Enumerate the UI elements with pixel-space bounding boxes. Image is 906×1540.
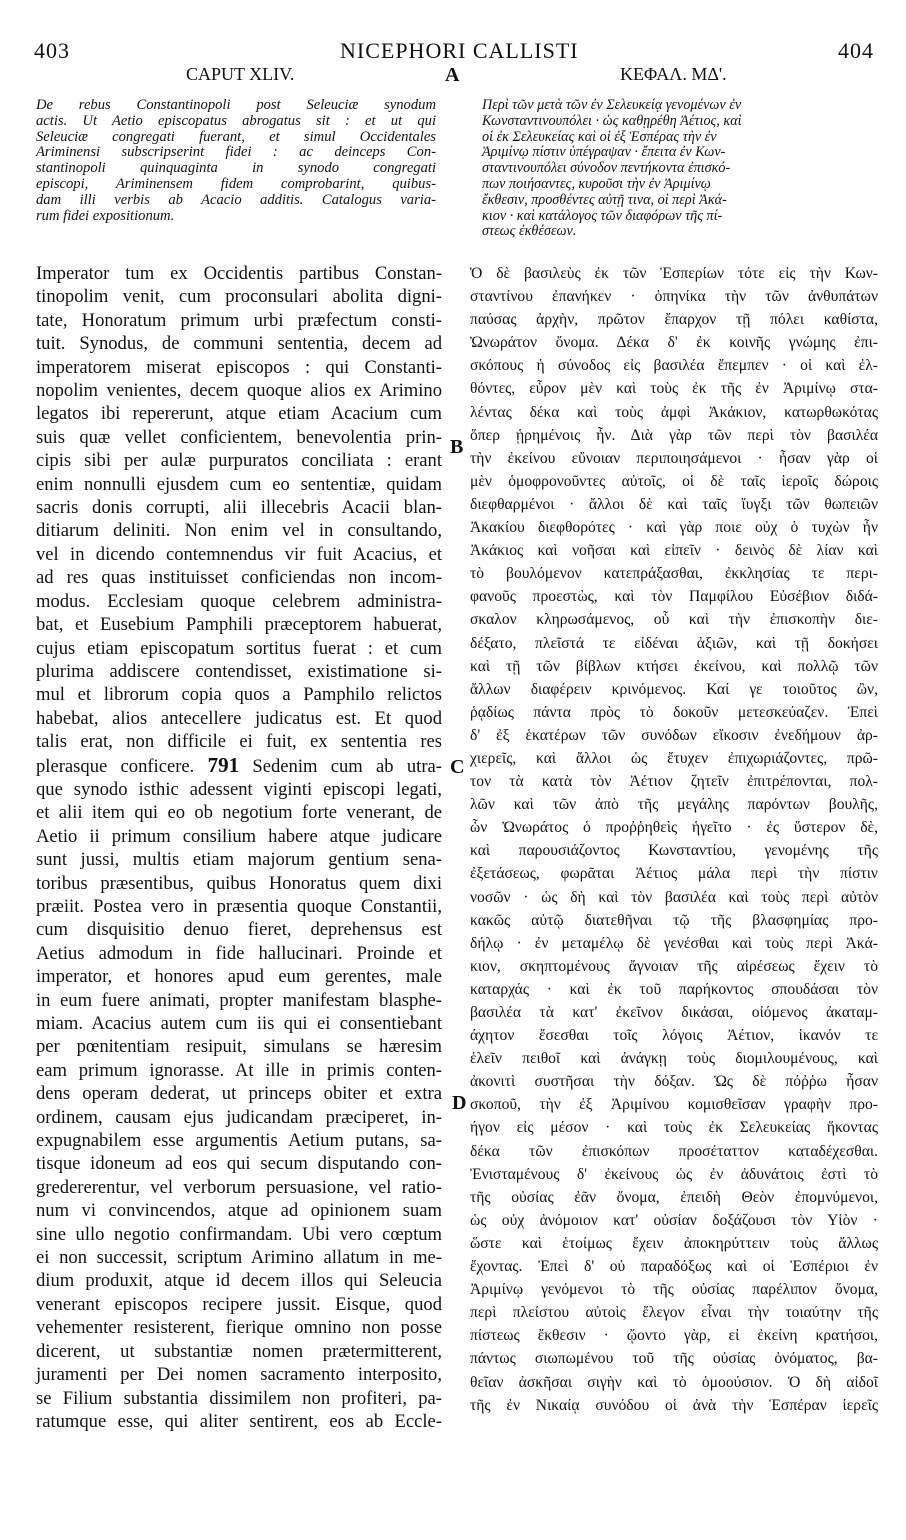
latin-line: cipis sibi per aulæ purpuratos conciliata : erant <box>36 450 442 472</box>
latin-summary-line: rum fidei expositionum. <box>36 207 175 224</box>
latin-line: Aetio ii primum consilium habere atque judicare <box>36 825 442 847</box>
greek-line: ἑλεῖν πειθοῖ καὶ ἀνάγκῃ τοὺς διομιλουμένους, καὶ <box>470 1050 878 1068</box>
greek-line: Ἀκάκιος καὶ νοῆσαι καὶ εἰπεῖν · δεινὸς δὲ λίαν καὶ <box>470 542 878 560</box>
latin-summary-line: stantinopoli quinquaginta in synodo congregati <box>36 160 436 177</box>
margin-letter-c: C <box>450 756 465 778</box>
latin-line: sine ullo negotio confirmandam. Ubi vero cœptum <box>36 1223 442 1245</box>
margin-letter-a: A <box>445 64 460 86</box>
running-title: NICEPHORI CALLISTI <box>340 38 579 63</box>
latin-line: vel in dicendo contemnendus vir fuit Acacius, et <box>36 543 442 565</box>
latin-line: vehementer resisterent, fierique omnino non posse <box>36 1317 442 1339</box>
latin-summary-line: dam illi verbis ab Acacio additis. Catalogus varia- <box>36 191 436 208</box>
greek-column <box>470 262 878 1417</box>
latin-line: tate, Honoratum primum urbi præfectum consti- <box>36 309 442 331</box>
latin-line: præiit. Postea vero in præsentia quoque Constantii, <box>36 895 442 917</box>
greek-line: τον τὰ κατὰ τὸν Ἀέτιον ζητεῖν ἐπιτρέπονται, πολ- <box>470 773 878 791</box>
greek-line: σταντίνου ἐπανήκεν · ὁπηνίκα τὴν τῶν ἀνθυπάτων <box>470 288 878 306</box>
latin-line: venerant episcopos recipere jussit. Eisque, quod <box>36 1293 442 1315</box>
greek-line: καταρχάς · καὶ ἐκ τοῦ παρήκοντος σπουδάσαι τὸν <box>470 980 878 998</box>
latin-line: eam primum ignorasse. At ille in primis conten- <box>36 1059 442 1081</box>
latin-line: sacris donis corrupti, alii illecebris Acacii blan- <box>36 497 442 519</box>
latin-line: juramenti per Dei nomen sacramento interposito, <box>36 1364 442 1386</box>
latin-summary-line: Ariminensi subscripserint fidei : ac deinceps Con- <box>36 144 436 161</box>
column-number: 791 <box>207 752 240 777</box>
greek-line: ῥᾳδίως πάντα πρὸς τὸ δοκοῦν μετεσκεύαζεν. Ἐπεὶ <box>470 703 878 721</box>
latin-line: expugnabilem esse argumentis Aetium putans, sa- <box>36 1130 442 1152</box>
greek-line: ἀκονιτὶ συστῆσαι τὴν δόξαν. Ὡς δὲ πόῤῥω ἦσαν <box>470 1073 878 1091</box>
greek-summary-line: οἱ ἐκ Σελευκείας καὶ οἱ ἐξ Ἑσπέρας τὴν ἐν <box>482 128 717 145</box>
greek-line: νοσῶν · ὡς δὴ καὶ τὸν βασιλέα καὶ τοὺς περὶ αὐτὸν <box>470 888 878 906</box>
latin-line: dium produxit, atque id decem illos qui Seleucia <box>36 1270 442 1292</box>
latin-line: Imperator tum ex Occidentis partibus Constan- <box>36 263 442 284</box>
greek-line: τῆς ἐν Νικαίᾳ συνόδου οἱ ἀνὰ τὴν Ἑσπέραν ἱερεῖς <box>470 1396 878 1414</box>
greek-line: πίστεως ἔκθεσιν · ᾤοντο γὰρ, εἰ ἐκείνη κρατήσοι, <box>470 1327 878 1345</box>
greek-line: κιον, σκηπτομένους ἄγνοιαν τῆς αἱρέσεως ἔχειν τὸ <box>470 957 878 975</box>
greek-line: πάντως σιωπωμένου τοῦ τῆς οὐσίας ὀνόματος, βα- <box>470 1350 878 1368</box>
latin-line-text: plerasque conficere. <box>36 755 195 777</box>
greek-line: Ἐνισταμένους δ' ἐκείνους ὡς ἐν ἀδυνάτοις ἐστὶ τὸ <box>470 1165 878 1183</box>
latin-line: et alii item qui eo ob negotium forte venerant, de <box>36 802 442 824</box>
latin-line: gredererentur, vel verborum persuasione, vel ratio- <box>36 1176 442 1198</box>
latin-line: in eum fuere animati, propter manifestam blasphe- <box>36 989 442 1011</box>
greek-line: ήγον εἰς μέσον · καὶ τοὺς ἐκ Σελευκείας ἥκοντας <box>470 1119 878 1137</box>
latin-line: Aetius admodum in fide hallucinari. Proinde et <box>36 942 442 964</box>
greek-line: τὸ βουλόμενον κατεπράξασθαι, ἐκκλησίας τε περι- <box>470 565 878 583</box>
greek-summary-line: Ἀριμίνῳ πίστιν ὑπέγραψαν · ἔπειτα ἐν Κων- <box>482 144 726 161</box>
latin-line: miam. Acacius autem cum iis qui ei consentiebant <box>36 1013 442 1034</box>
latin-summary-line: Seleuciæ congregati fuerant, et simul Occidentales <box>36 128 436 145</box>
greek-line: σκοποῦ, τὴν ἐξ Ἀριμίνου κομισθεῖσαν γραφὴν προ- <box>470 1096 878 1114</box>
latin-line: cujus etiam episcopatum sortitus fuerat : et cum <box>36 637 442 659</box>
greek-summary-line: πων ποιήσαντες, κυροῦσι τὴν ἐν Ἀριμίνῳ <box>482 175 711 192</box>
greek-line: λέντας δέκα καὶ τοὺς ἀμφὶ Ἀκάκιον, κατωρθωκότας <box>470 403 878 421</box>
latin-line: mul et librorum copia quos a Pamphilo relictos <box>36 684 442 706</box>
greek-line: τὴν ἐκείνου εὔνοιαν περιποιησάμενοι · ἦσαν γὰρ οἱ <box>470 449 878 467</box>
greek-line: χιερεῖς, καὶ ἄλλοι ὡς ἔτυχεν ἐπιχωριάζοντες, πρῶ- <box>470 749 878 767</box>
latin-line: tinopolim venit, cum proconsulari abolita digni- <box>36 286 442 308</box>
latin-line: imperator, et honores apud eum gerentes, male <box>36 966 442 988</box>
latin-line <box>36 754 442 778</box>
latin-line: bat, et Eusebium Pamphili præceptorem habuerat, <box>36 614 442 636</box>
greek-line: Ἀκακίου διεφθορότες · καὶ γὰρ ποιε οὐχ ὁ τυχὼν ἦν <box>470 519 878 537</box>
latin-line: dens operam dederat, ut princeps obiter et extra <box>36 1083 442 1105</box>
latin-chapter-title: CAPUT XLIV. <box>186 64 295 84</box>
greek-summary-line: σταντινουπόλει σύνοδον πεντήκοντα ἐπισκό- <box>482 160 731 177</box>
latin-line: plurima addiscere contendisset, existimatione si- <box>36 660 442 682</box>
latin-line: ordinem, causam ejus judicandam præciperet, in- <box>36 1106 442 1128</box>
latin-line: ratumque esse, qui aliter sentirent, eos ab Eccle- <box>36 1410 442 1432</box>
latin-line: sunt jussi, multis etiam majorum gentium sena- <box>36 849 442 871</box>
greek-summary-line: ἔκθεσιν, προσθέντες αὐτῇ τινα, οἱ περὶ Ἀκά- <box>482 191 727 208</box>
greek-line: καὶ τῇ τῶν βίβλων κτήσει ἐκείνου, καὶ πολλῷ τῶν <box>470 657 878 675</box>
greek-line: περὶ πλείστου αὐτοὶς ἔλεγον εἶναι τὴν τοιαύτην τῆς <box>470 1304 878 1322</box>
latin-line: enim nonnulli ejusdem cum eo sententiæ, quidam <box>36 473 442 495</box>
latin-line: ei non successit, scriptum Arimino allatum in me- <box>36 1247 442 1269</box>
greek-summary-line: Κωνσταντινουπόλει · ὡς καθῃρέθη Ἀέτιος, καὶ <box>482 112 742 129</box>
greek-line: δ' ἐξ ἑκατέρων τῶν συνόδων εἴκοσιν ἐνεδήμουν ἀρ- <box>470 726 878 744</box>
greek-summary-line: κιον · καὶ κατάλογος τῶν διαφόρων τῆς πί- <box>482 207 723 224</box>
latin-summary-line: De rebus Constantinopoli post Seleuciæ synodum <box>36 97 436 113</box>
latin-line: talis erat, non difficile ei fuit, ex sententia res <box>36 731 442 753</box>
greek-summary-line: Περὶ τῶν μετὰ τῶν ἐν Σελευκείᾳ γενομένων ἐν <box>482 97 742 113</box>
greek-line: ἐξετάσεως, φωρᾶται Ἀέτιος μάλα περὶ τὴν πίστιν <box>470 865 878 883</box>
latin-line: legatos ibi repererunt, atque etiam Acacium cum <box>36 403 442 425</box>
margin-letter-d: D <box>452 1092 467 1114</box>
greek-line: Ὠνωράτον ὄνομα. Δέκα δ' ἐκ κοινῆς γνώμης ἐπι- <box>470 334 878 352</box>
greek-line: ὧν Ὠνωράτος ὁ προῤῥηθεὶς ἡγεῖτο · ἐς ὕστερον δὲ, <box>470 819 878 837</box>
latin-line: cum disquisitio denuo fieret, deprehensus est <box>36 919 442 941</box>
greek-line: ὡς οὐχ ἀνόμοιον κατ' οὐσίαν δοξάζουσι τὸν Υἱὸν · <box>470 1211 878 1229</box>
greek-line: άχητον ἔσεσθαι τοῖς λόγοις Ἀέτιον, ἱκανόν τε <box>470 1027 878 1045</box>
greek-line: μὲν ὁμοφρονοῦντες αὐτοῖς, οἱ δὲ ταῖς ἱεροῖς δώροις <box>470 472 878 490</box>
greek-line: Ὁ δὲ βασιλεὺς ἐκ τῶν Ἑσπερίων τότε εἰς τὴν Κων- <box>470 265 878 282</box>
greek-line: ὥστε καὶ ἑτοίμως ἔχειν ἀποκηρύττειν τοὺς ἄλλως <box>470 1234 878 1252</box>
greek-summary <box>482 98 878 240</box>
greek-chapter-title: ΚΕΦΑΛ. ΜΔ'. <box>620 64 727 84</box>
greek-line: δέκα τῶν ἐπισκόπων προσέταττον καταδέχεσθαι. <box>470 1142 878 1160</box>
greek-line: τῆς οὐσίας ἐᾶν ὄνομα, ἐπειδὴ Θεὸν ἐπομνύμενοι, <box>470 1188 878 1206</box>
greek-line: δήλῳ · ἐν μεταμέλῳ δὲ γενέσθαι καὶ τοὺς περὶ Ἀκά- <box>470 934 878 952</box>
greek-line: Ἀριμίνῳ γενόμενοι τὸ τῆς οὐσίας παρέλιπον ὄνομα, <box>470 1281 878 1299</box>
greek-line: δέξατο, πλεῖστά τε εἰδέναι ἀξιῶν, καὶ τῇ δοκήσει <box>470 634 878 652</box>
latin-line-text: Sedenim cum ab utra- <box>252 755 442 777</box>
greek-line: φανοῦς προεστὼς, καὶ τὸν Παμφίλου Εὐσέβιον διδά- <box>470 588 878 606</box>
latin-line: habebat, alios antecellere judicatus est. Et quod <box>36 707 442 729</box>
latin-line: toribus præsentibus, quibus Honoratus quem dixi <box>36 872 442 894</box>
latin-line: modus. Ecclesiam quoque celebrem administra- <box>36 590 442 612</box>
margin-letter-b: B <box>450 436 464 458</box>
greek-line: καὶ παρουσιάζοντος Κωνσταντίου, γενομένης τῆς <box>470 842 878 860</box>
latin-summary <box>36 98 436 224</box>
latin-line: nopolim venientes, decem quoque alios ex Arimino <box>36 380 442 402</box>
latin-line: que synodo isthic adessent viginti episcopi legati, <box>36 778 442 800</box>
greek-line: σκόπους ἡ σύνοδος εἰς βασιλέα ἔπεμπεν · οἱ καὶ ἐλ- <box>470 357 878 375</box>
latin-line: se Filium substantia dissimilem non profiteri, pa- <box>36 1387 442 1409</box>
greek-line: σκαλον κληρωσάμενος, οὗ καὶ τὴν ἐπισκοπὴν διε- <box>470 611 878 629</box>
latin-line: dicerent, ut substantiæ nomen prætermitterent, <box>36 1340 442 1362</box>
latin-column <box>36 262 442 1433</box>
latin-line: imperatorem miserat episcopos : qui Constanti- <box>36 356 442 378</box>
page-number-left: 403 <box>34 38 70 63</box>
greek-line: κακῶς αὐτῷ διατεθῆναι τῷ τῆς βλασφημίας προ- <box>470 911 878 929</box>
latin-summary-line: episcopi, Ariminensem fidem comprobarint, quibus- <box>36 175 436 192</box>
greek-line: ἔχοντας. Ἐπεὶ δ' οὐ παραδόξως καὶ οἱ Ἑσπέριοι ἐν <box>470 1258 878 1276</box>
latin-line: ad res quas instituisset conficiendas non incom- <box>36 567 442 589</box>
latin-line: suis quæ vellet conficientem, benevolentia prin- <box>36 426 442 448</box>
greek-summary-line: στεως ἐκθέσεων. <box>482 223 577 240</box>
latin-line: ditiarum deliniti. Non enim vel in consultando, <box>36 520 442 542</box>
latin-line: tisque idoneum ad eos qui secum disputando con- <box>36 1153 442 1175</box>
greek-line: θόντες, εὗρον μὲν καὶ τοὺς ἐκ τῆς ἐν Ἀριμίνῳ στα- <box>470 380 878 398</box>
latin-line: per pœnitentiam resipuit, simulans se hæresim <box>36 1036 442 1058</box>
page-number-right: 404 <box>838 38 874 63</box>
latin-summary-line: actis. Ut Aetio episcopatus abrogatus sit : et ut qui <box>36 112 436 129</box>
greek-line: λῶν καὶ τῶν ἀπὸ τῆς μεγάλης παρόντων βουλῆς, <box>470 796 878 814</box>
greek-line: ἄλλων διαφέρειν κρινόμενος. Καί γε τοιοῦτος ὢν, <box>470 680 878 698</box>
greek-line: διεφθαρμένοι · ἄλλοι δὲ καὶ ταῖς ἴυγξι τῶν θωπειῶν <box>470 495 878 513</box>
latin-line: num vi convincendos, atque ad opinionem suam <box>36 1200 442 1222</box>
greek-line: παύσας ἀρχὴν, πρῶτον ἔπαρχον τῇ πόλει καθίστα, <box>470 311 878 329</box>
latin-line: tuit. Synodus, de communi sententia, decem ad <box>36 333 442 355</box>
greek-line: θεῖαν ἀσκῆσαι σιγὴν καὶ τὸ ὁμοούσιον. Ὁ δὴ αἰδοῖ <box>470 1373 878 1391</box>
greek-line: ὅπερ ᾑρημένοις ἦν. Διὰ γὰρ τῶν περὶ τὸν βασιλέα <box>470 426 878 444</box>
greek-line: βασιλέα τὰ κατ' ἐκεῖνον δικάσαι, οἰόμενος ἀκαταμ- <box>470 1004 878 1021</box>
